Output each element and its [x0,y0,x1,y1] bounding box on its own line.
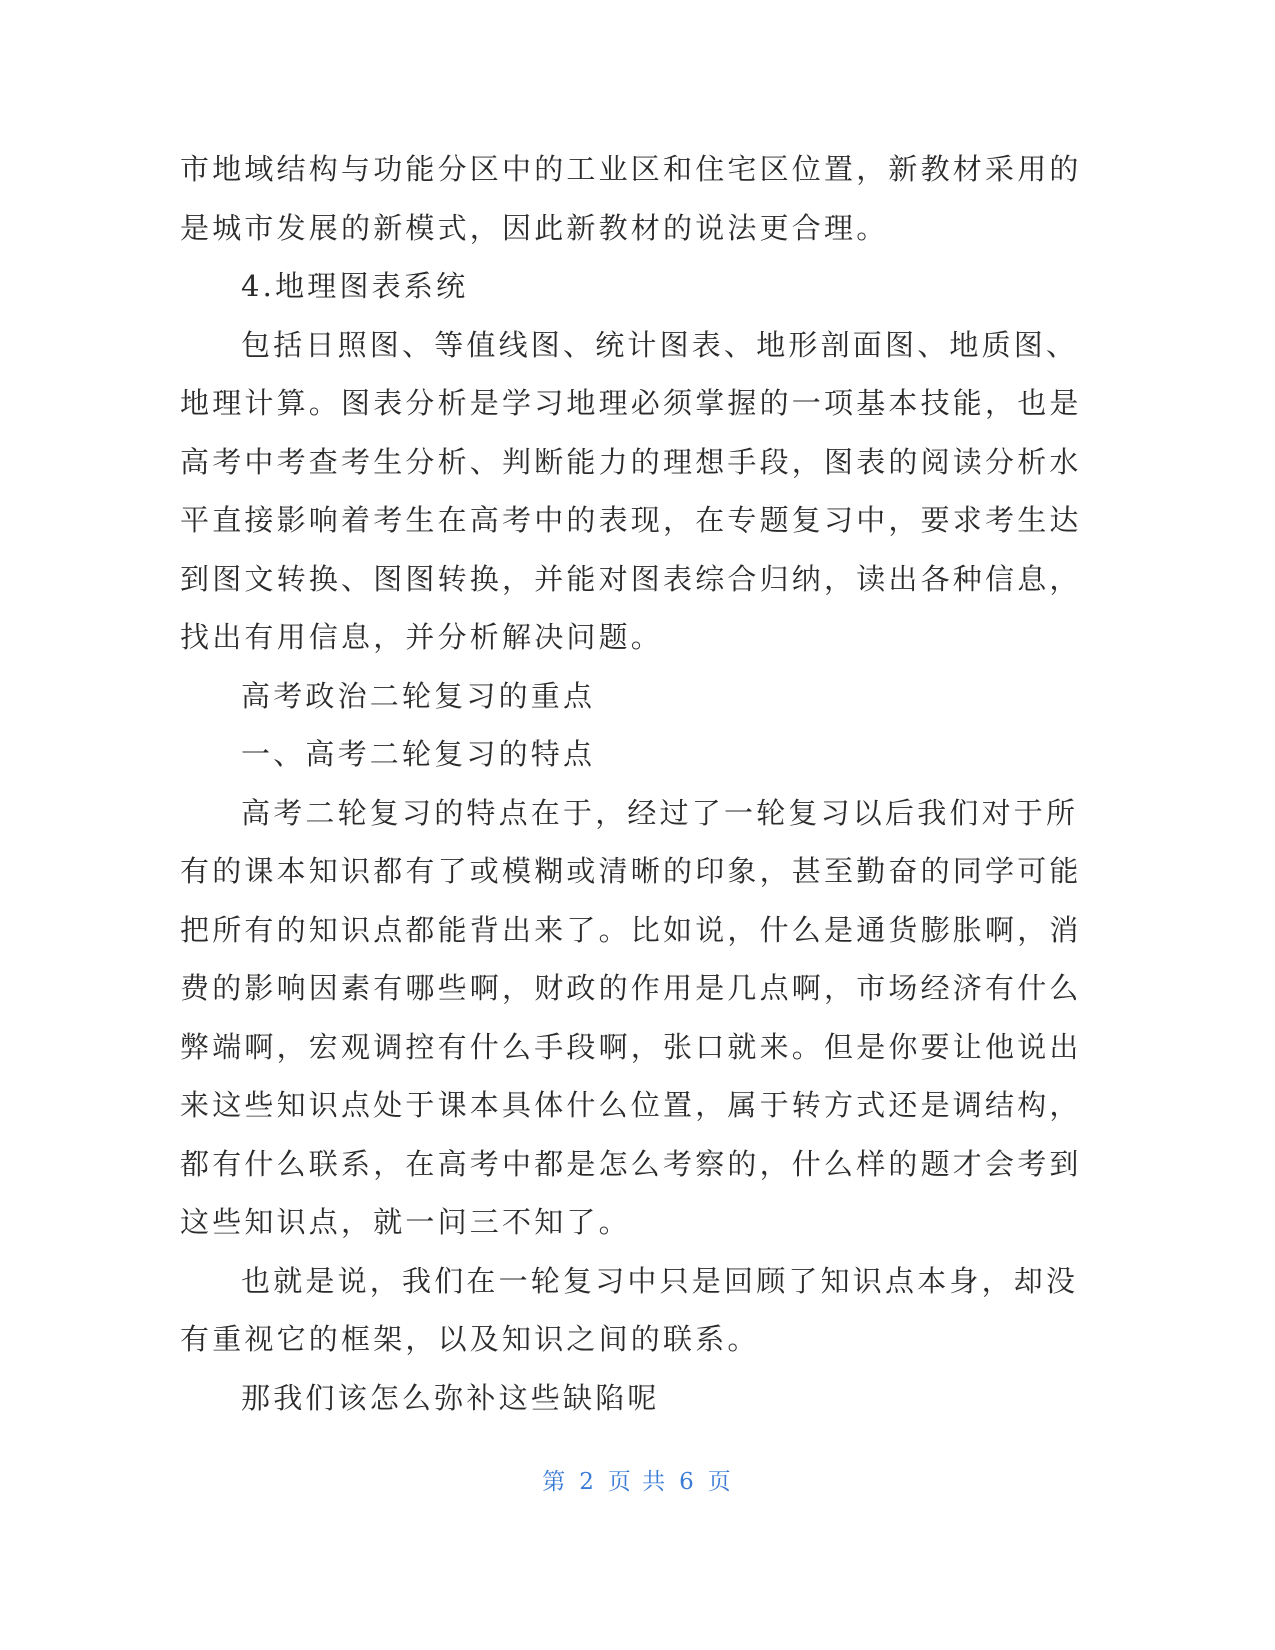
text-line-6: 高考中考查考生分析、判断能力的理想手段，图表的阅读分析水 [180,444,1082,479]
text-line-17: 来这些知识点处于课本具体什么位置，属于转方式还是调结构， [180,1088,1082,1122]
text-line-7: 平直接影响着考生在高考中的表现，在专题复习中，要求考生达 [180,503,1082,537]
page-suffix: 页 [707,1469,733,1495]
text-line-18: 都有什么联系，在高考中都是怎么考察的，什么样的题才会考到 [180,1146,1082,1181]
text-line-12: 高考二轮复习的特点在于，经过了一轮复习以后我们对于所 [241,795,1079,830]
text-line-16: 弊端啊，宏观调控有什么手段啊，张口就来。但是你要让他说出 [180,1029,1082,1064]
text-line-8: 到图文转换、图图转换，并能对图表综合归纳，读出各种信息， [180,561,1082,596]
section-title-politics-review: 高考政治二轮复习的重点 [241,678,596,713]
section-heading-geography-charts: 4.地理图表系统 [241,269,469,303]
page-middle-text: 页 共 [607,1469,668,1495]
text-line-14: 把所有的知识点都能背出来了。比如说，什么是通货膨胀啊，消 [180,912,1082,947]
text-line-2: 是城市发展的新模式，因此新教材的说法更合理。 [180,210,889,245]
text-line-9: 找出有用信息，并分析解决问题。 [180,620,664,654]
page-footer [0,1464,1275,1500]
text-line-4: 包括日照图、等值线图、统计图表、地形剖面图、地质图、 [241,327,1079,362]
section-heading-review-features: 一、高考二轮复习的特点 [241,737,596,771]
text-line-22: 那我们该怎么弥补这些缺陷呢 [241,1380,660,1415]
text-line-13: 有的课本知识都有了或模糊或清晰的印象，甚至勤奋的同学可能 [180,854,1082,888]
current-page-number: 2 [579,1469,596,1495]
text-line-19: 这些知识点，就一问三不知了。 [180,1205,631,1239]
total-pages-number: 6 [679,1469,696,1495]
text-line-5: 地理计算。图表分析是学习地理必须掌握的一项基本技能，也是 [180,386,1082,420]
page-prefix: 第 [542,1469,568,1495]
text-line-15: 费的影响因素有哪些啊，财政的作用是几点啊，市场经济有什么 [180,971,1082,1005]
text-line-20: 也就是说，我们在一轮复习中只是回顾了知识点本身，却没 [241,1263,1079,1298]
document-body [180,140,1082,1427]
text-line-21: 有重视它的框架，以及知识之间的联系。 [180,1322,760,1356]
text-line-1: 市地域结构与功能分区中的工业区和住宅区位置，新教材采用的 [180,152,1082,186]
